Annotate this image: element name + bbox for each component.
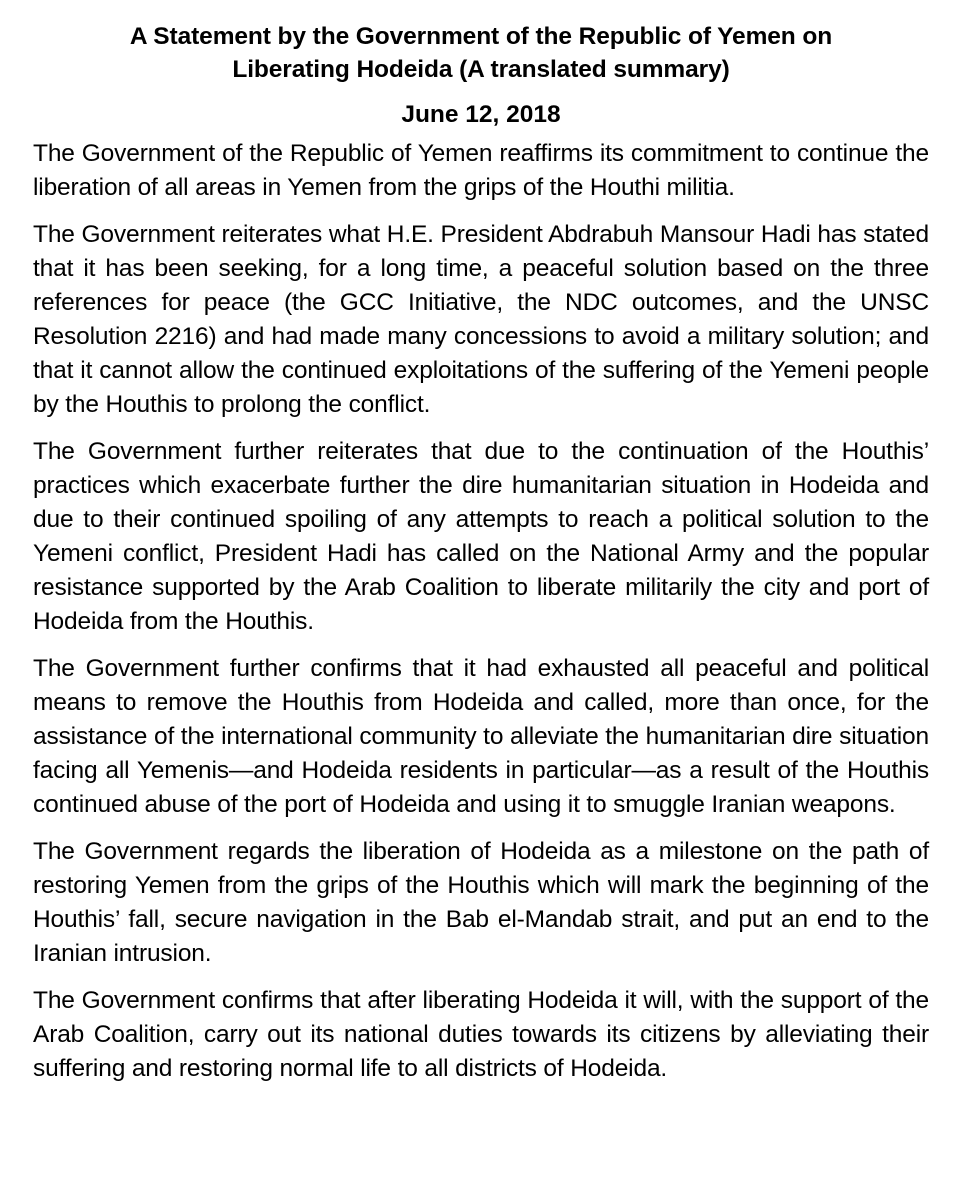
paragraph-3: The Government further reiterates that due to the continuation of the Houthis’ practices which exacerbate further the dire humanitarian situation in Hodeida and due to their continued spoiling of any attempts to reach a political solution to the Yemeni conflict, President Hadi has called on the National Army and the popular resistance supported by the Arab Coalition to liberate militarily the city and port of Hodeida from the Houthis. [33, 438, 929, 635]
title-line-1: A Statement by the Government of the Republic of Yemen on [129, 23, 833, 50]
paragraph-5: The Government regards the liberation of Hodeida as a milestone on the path of restoring Yemen from the grips of the Houthis which will mark the beginning of the Houthis’ fall, secure navigation in the Bab el-Mandab strait, and put an end to the Iranian intrusion. [33, 838, 929, 967]
title-line-2: Liberating Hodeida (A translated summary) [232, 56, 730, 83]
paragraph-4: The Government further confirms that it had exhausted all peaceful and political means to remove the Houthis from Hodeida and called, more than once, for the assistance of the international community to alleviate the humanitarian dire situation facing all Yemenis—and Hodeida residents in particular—as a result of the Houthis continued abuse of the port of Hodeida and using it to smuggle Iranian weapons. [33, 655, 929, 818]
statement-document [33, 20, 929, 1086]
document-date: June 12, 2018 [401, 101, 561, 128]
document-title [33, 20, 929, 86]
document-body [33, 137, 929, 1086]
paragraph-1: The Government of the Republic of Yemen reaffirms its commitment to continue the liberation of all areas in Yemen from the grips of the Houthi militia. [33, 140, 929, 201]
paragraph-2: The Government reiterates what H.E. President Abdrabuh Mansour Hadi has stated that it has been seeking, for a long time, a peaceful solution based on the three references for peace (the GCC Initiative, the NDC outcomes, and the UNSC Resolution 2216) and had made many concessions to avoid a military solution; and that it cannot allow the continued exploitations of the suffering of the Yemeni people by the Houthis to prolong the conflict. [33, 221, 929, 418]
paragraph-6: The Government confirms that after liberating Hodeida it will, with the support of the Arab Coalition, carry out its national duties towards its citizens by alleviating their suffering and restoring normal life to all districts of Hodeida. [33, 987, 929, 1082]
